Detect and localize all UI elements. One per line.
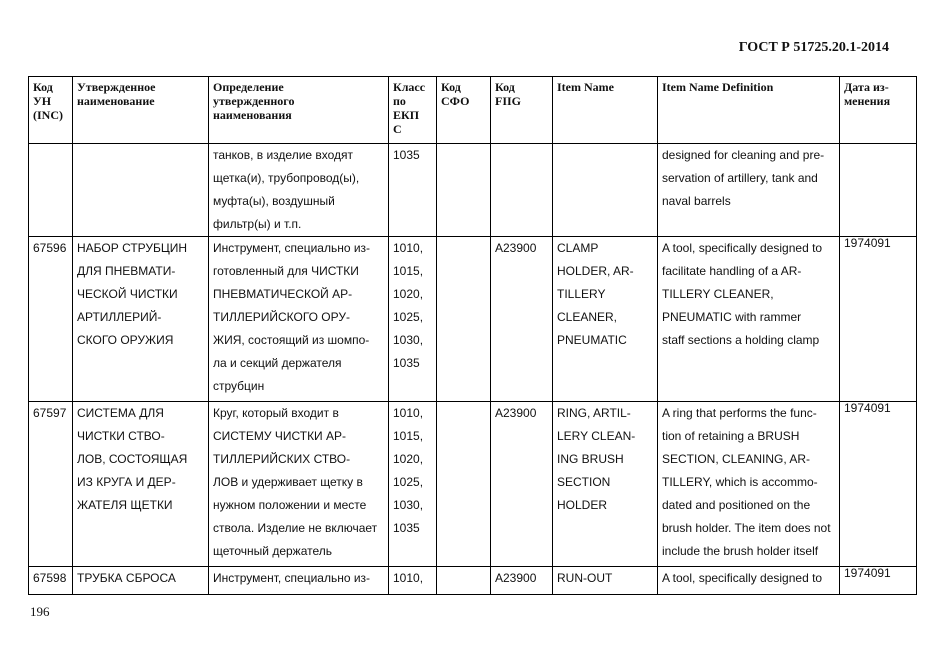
cell-class [389,567,437,595]
cell-line: муфта(ы), воздушный [213,194,335,208]
cell-line: утвержденного [213,94,295,108]
cell-line: FIIG [495,94,522,108]
cell-line: СИСТЕМУ ЧИСТКИ АР- [213,429,347,443]
cell-line: Item Name Definition [662,80,774,94]
cell-line: A23900 [495,241,537,255]
cell-item-name [553,237,658,402]
cell-line: ла и секций держателя [213,356,342,370]
cell-fiig [491,237,553,402]
cell-sfo [437,567,491,595]
cell-line: 1010, [393,406,424,420]
cell-code [29,237,73,402]
cell-line: servation of artillery, tank and [662,171,818,185]
header-sfo [437,77,491,144]
cell-item-name [553,402,658,567]
header-name [73,77,209,144]
cell-line: 1974091 [844,566,891,580]
cell-line: 67598 [33,571,67,585]
cell-line: СИСТЕМА ДЛЯ [77,406,164,420]
cell-line: менения [844,94,891,108]
cell-line: ЛОВ и удерживает щетку в [213,475,363,489]
cell-line: ИЗ КРУГА И ДЕР- [77,475,176,489]
cell-line: ЛОВ, СОСТОЯЩАЯ [77,452,188,466]
cell-line: струбцин [213,379,265,393]
cell-line: готовленный для ЧИСТКИ [213,264,359,278]
cell-line: Круг, который входит в [213,406,339,420]
cell-line: 1015, [393,429,424,443]
cell-date [840,237,917,402]
cell-fiig [491,402,553,567]
cell-date [840,567,917,595]
cell-definition [209,402,389,567]
cell-line: Дата из- [844,80,889,94]
cell-date [840,144,917,237]
cell-line: Инструмент, специально из- [213,241,371,255]
header-code [29,77,73,144]
cell-fiig [491,144,553,237]
cell-item-name [553,567,658,595]
cell-line: 1010, [393,571,424,585]
header-item-definition [658,77,840,144]
cell-line: 1025, [393,310,424,324]
cell-line: A ring that performs the func- [662,406,817,420]
cell-line: Класс [393,80,426,94]
cell-class [389,144,437,237]
cell-line: 1030, [393,498,424,512]
cell-line: tion of retaining a BRUSH [662,429,800,443]
header-row [29,77,917,144]
cell-item-name [553,144,658,237]
cell-line: Item Name [557,80,614,94]
cell-line: ЧЕСКОЙ ЧИСТКИ [77,287,178,301]
cell-item-definition [658,402,840,567]
cell-line: A23900 [495,571,537,585]
cell-line: brush holder. The item does not [662,521,831,535]
cell-line: 1035 [393,148,420,162]
cell-code [29,144,73,237]
cell-line: по [393,94,406,108]
standard-number: ГОСТ Р 51725.20.1-2014 [738,40,889,55]
cell-date [840,402,917,567]
cell-class [389,402,437,567]
cell-definition [209,567,389,595]
cell-item-definition [658,237,840,402]
cell-line: PNEUMATIC [557,333,627,347]
cell-line: ЖАТЕЛЯ ЩЕТКИ [77,498,173,512]
table-row [29,402,917,567]
cell-line: TILLERY [557,287,606,301]
cell-line: ING BRUSH [557,452,624,466]
cell-line: RING, ARTIL- [557,406,631,420]
cell-line: АРТИЛЛЕРИЙ- [77,310,162,324]
cell-line: include the brush holder itself [662,544,819,558]
cell-line: facilitate handling of a AR- [662,264,802,278]
cell-line: ЖИЯ, состоящий из шомпо- [213,333,370,347]
cell-line: УН [33,94,52,108]
page-number: 196 [30,604,50,619]
cell-item-definition [658,567,840,595]
cell-line: ТИЛЛЕРИЙСКОГО ОРУ- [213,310,351,324]
cell-line: 1025, [393,475,424,489]
cell-sfo [437,237,491,402]
cell-line: 1010, [393,241,424,255]
cell-line: A tool, specifically designed to [662,241,823,255]
cell-line: 1035 [393,521,420,535]
cell-line: наименования [213,108,292,122]
cell-line: 1974091 [844,401,891,415]
cell-line: ПНЕВМАТИЧЕСКОЙ АР- [213,287,353,301]
cell-code [29,567,73,595]
cell-line: PNEUMATIC with rammer [662,310,802,324]
table-row [29,567,917,595]
header-date [840,77,917,144]
cell-line: staff sections a holding clamp [662,333,820,347]
cell-line: ТРУБКА СБРОСА [77,571,176,585]
cell-line: Инструмент, специально из- [213,571,371,585]
cell-line: ДЛЯ ПНЕВМАТИ- [77,264,176,278]
cell-name [73,144,209,237]
header-fiig [491,77,553,144]
cell-line: dated and positioned on the [662,498,811,512]
cell-line: 1035 [393,356,420,370]
cell-name [73,237,209,402]
catalog-table [28,76,917,595]
cell-class [389,237,437,402]
cell-line: нужном положении и месте [213,498,367,512]
cell-line: 1030, [393,333,424,347]
cell-line: Код [495,80,515,94]
cell-line: (INC) [33,108,63,122]
cell-line: HOLDER [557,498,608,512]
cell-line: 67596 [33,241,67,255]
cell-line: наименование [77,94,155,108]
cell-line: 1015, [393,264,424,278]
cell-name [73,567,209,595]
cell-line: щетка(и), трубопровод(ы), [213,171,360,185]
table-row [29,144,917,237]
cell-line: 67597 [33,406,67,420]
cell-line: 1020, [393,287,424,301]
cell-line: 1974091 [844,236,891,250]
cell-line: С [393,122,402,136]
cell-line: НАБОР СТРУБЦИН [77,241,188,255]
cell-line: A23900 [495,406,537,420]
table-row [29,237,917,402]
header-class [389,77,437,144]
cell-line: naval barrels [662,194,731,208]
cell-line: HOLDER, AR- [557,264,634,278]
cell-line: ЧИСТКИ СТВО- [77,429,165,443]
cell-definition [209,144,389,237]
cell-line: TILLERY, which is accommo- [662,475,818,489]
cell-line: ствола. Изделие не включает [213,521,378,535]
cell-code [29,402,73,567]
cell-line: SECTION, CLEANING, AR- [662,452,811,466]
header-item-name [553,77,658,144]
cell-name [73,402,209,567]
cell-line: designed for cleaning and pre- [662,148,825,162]
cell-sfo [437,402,491,567]
cell-line: СКОГО ОРУЖИЯ [77,333,174,347]
header-definition [209,77,389,144]
cell-line: фильтр(ы) и т.п. [213,217,302,231]
cell-line: ТИЛЛЕРИЙСКИХ СТВО- [213,452,351,466]
cell-line: ЕКП [393,108,420,122]
cell-line: танков, в изделие входят [213,148,354,162]
cell-line: Код [33,80,53,94]
cell-line: LERY CLEAN- [557,429,636,443]
cell-line: Код [441,80,461,94]
cell-line: СФО [441,94,470,108]
cell-line: Утвержденное [77,80,156,94]
cell-line: RUN-OUT [557,571,613,585]
cell-line: Определение [213,80,284,94]
cell-sfo [437,144,491,237]
cell-line: SECTION [557,475,611,489]
cell-definition [209,237,389,402]
cell-line: щеточный держатель [213,544,333,558]
cell-item-definition [658,144,840,237]
cell-line: TILLERY CLEANER, [662,287,774,301]
cell-line: CLEANER, [557,310,618,324]
cell-line: 1020, [393,452,424,466]
cell-line: A tool, specifically designed to [662,571,823,585]
cell-fiig [491,567,553,595]
cell-line: CLAMP [557,241,599,255]
